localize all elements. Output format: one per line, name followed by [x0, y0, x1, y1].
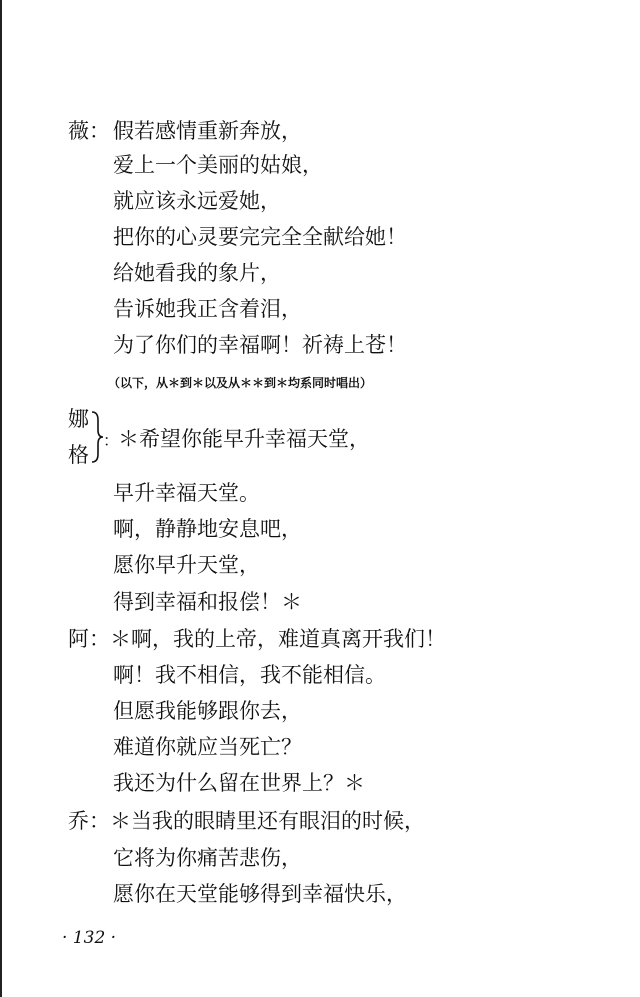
verse-line: 爱上一个美丽的姑娘，	[113, 153, 323, 177]
stage-direction-note: （以下，从＊到＊以及从＊＊到＊均系同时唱出）	[108, 376, 373, 390]
verse-line: 假若感情重新奔放，	[113, 119, 302, 143]
verse-line: 告诉她我正含着泪，	[113, 297, 302, 321]
verse-line: 为了你们的幸福啊！祈祷上苍！	[113, 333, 407, 357]
verse-line: 难道你就应当死亡？	[113, 735, 302, 759]
verse-line: 愿你早升天堂，	[113, 553, 260, 577]
verse-line: ＊啊，我的上帝，难道真离开我们！	[110, 627, 446, 651]
verse-line: ＊希望你能早升幸福天堂，	[118, 427, 370, 451]
verse-line: 把你的心灵要完完全全献给她！	[113, 225, 407, 249]
speaker-qiao: 乔：	[68, 809, 110, 833]
verse-line: 它将为你痛苦悲伤，	[113, 846, 302, 870]
verse-line: 但愿我能够跟你去，	[113, 699, 302, 723]
speaker-colon: ：	[103, 431, 120, 450]
verse-line: 啊，静静地安息吧，	[113, 517, 302, 541]
verse-line: 啊！我不相信，我不能相信。	[113, 663, 386, 687]
verse-line: 我还为什么留在世界上？＊	[113, 771, 365, 795]
verse-line: 给她看我的象片，	[113, 261, 281, 285]
verse-line: 早升幸福天堂。	[113, 481, 260, 505]
page-number: · 132 ·	[62, 928, 117, 948]
page-edge-rule	[0, 0, 2, 997]
speaker-ge: 格	[68, 443, 89, 467]
speaker-a: 阿：	[68, 627, 110, 651]
verse-line: 得到幸福和报偿！＊	[113, 590, 302, 614]
verse-line: 愿你在天堂能够得到幸福快乐，	[113, 882, 407, 906]
curly-brace-icon	[90, 410, 104, 464]
verse-line: 就应该永远爱她，	[113, 189, 281, 213]
verse-line: ＊当我的眼睛里还有眼泪的时候，	[110, 809, 425, 833]
speaker-na: 娜	[68, 407, 89, 431]
speaker-wei: 薇：	[68, 119, 110, 143]
